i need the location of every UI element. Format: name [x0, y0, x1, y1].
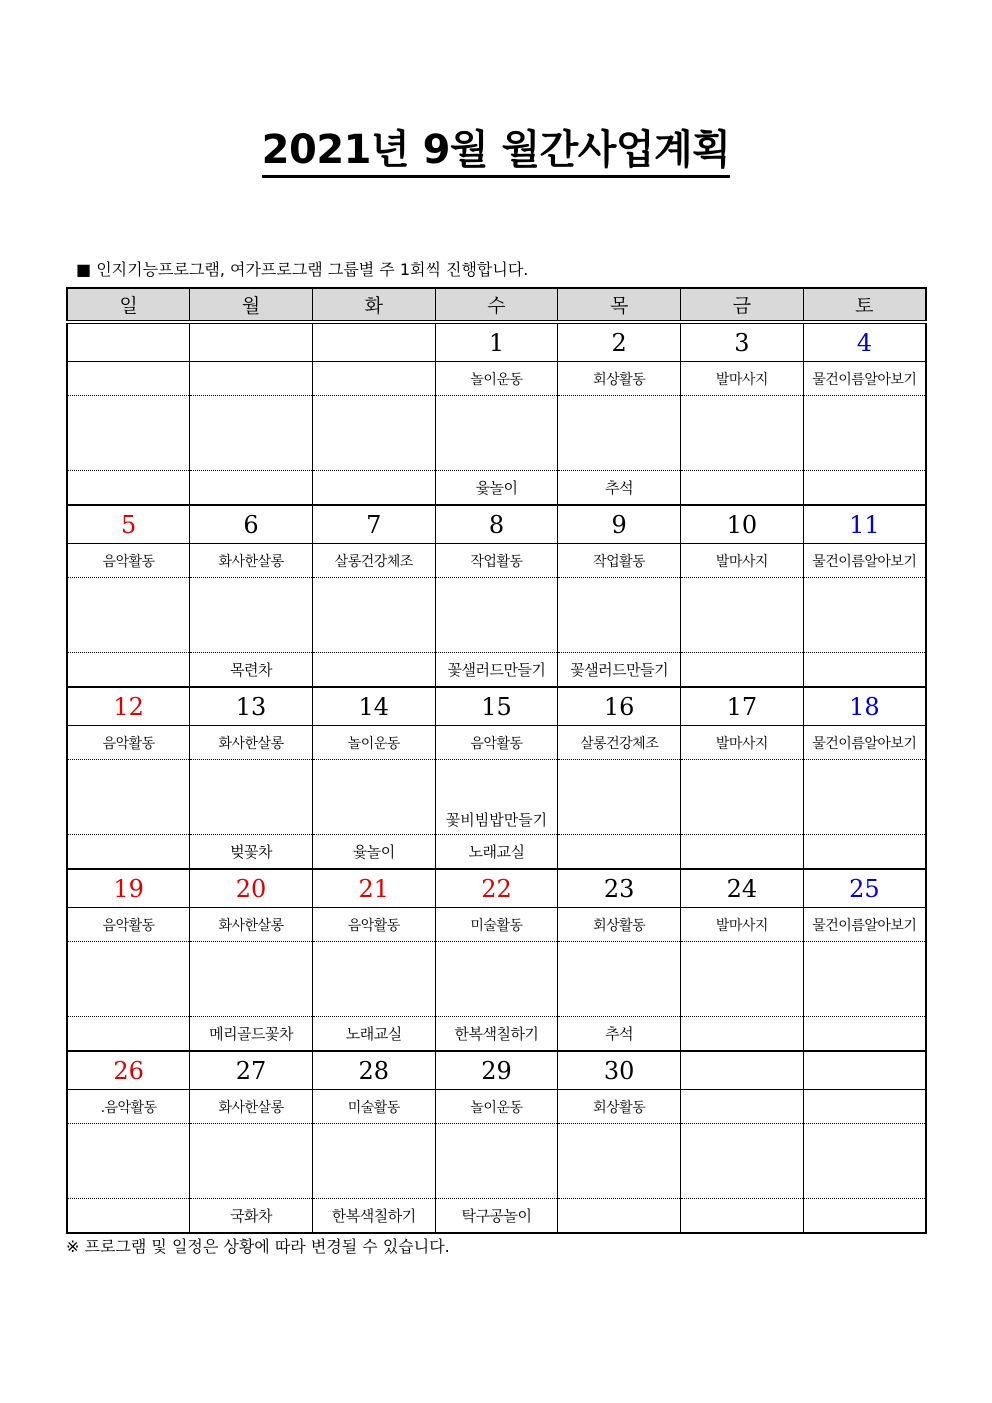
day-number: 28 [312, 1051, 435, 1090]
extra-activity-cell [67, 578, 190, 653]
activity-cell: 미술활동 [435, 908, 558, 942]
event-cell [67, 653, 190, 688]
event-cell [803, 653, 926, 688]
extra-activity-cell [803, 578, 926, 653]
page-title [0, 118, 992, 175]
activity-cell [67, 362, 190, 396]
activity-cell: 작업활동 [558, 544, 681, 578]
event-cell: 노래교실 [435, 835, 558, 870]
event-cell [67, 1199, 190, 1234]
extra-activity-cell [681, 1124, 804, 1199]
day-number: 16 [558, 687, 681, 726]
extra-activity-cell [190, 760, 313, 835]
extra-activity-cell [312, 760, 435, 835]
activity-cell: 물건이름알아보기 [803, 544, 926, 578]
activity-cell: 놀이운동 [435, 362, 558, 396]
extra-activity-cell [435, 578, 558, 653]
day-number: 11 [803, 505, 926, 544]
activity-cell [312, 362, 435, 396]
day-number: 21 [312, 869, 435, 908]
extra-activity-cell [312, 1124, 435, 1199]
day-number: 9 [558, 505, 681, 544]
day-number: 18 [803, 687, 926, 726]
activity-cell: 회상활동 [558, 362, 681, 396]
extra-activity-cell [190, 578, 313, 653]
activity-cell: 살롱건강체조 [312, 544, 435, 578]
week-4-num-row [67, 869, 926, 908]
activity-cell: .음악활동 [67, 1090, 190, 1124]
day-number: 19 [67, 869, 190, 908]
extra-activity-cell [681, 396, 804, 471]
extra-activity-cell: 꽃비빔밥만들기 [435, 760, 558, 835]
activity-cell: 화사한살롱 [190, 544, 313, 578]
event-cell: 탁구공놀이 [435, 1199, 558, 1234]
weekday-header: 월 [190, 288, 313, 322]
event-cell [803, 1199, 926, 1234]
extra-activity-cell [558, 396, 681, 471]
extra-activity-cell [803, 396, 926, 471]
week-4-evt-row [67, 1017, 926, 1052]
activity-cell: 미술활동 [312, 1090, 435, 1124]
weekday-header-row [67, 288, 926, 322]
activity-cell: 음악활동 [312, 908, 435, 942]
week-2-mid-row [67, 578, 926, 653]
week-1-act-row [67, 362, 926, 396]
activity-cell: 화사한살롱 [190, 1090, 313, 1124]
activity-cell: 발마사지 [681, 362, 804, 396]
day-number: 20 [190, 869, 313, 908]
extra-activity-cell [312, 396, 435, 471]
event-cell: 윷놀이 [435, 471, 558, 506]
day-number [681, 1051, 804, 1090]
event-cell [681, 471, 804, 506]
day-number: 10 [681, 505, 804, 544]
week-3-act-row [67, 726, 926, 760]
event-cell: 꽃샐러드만들기 [435, 653, 558, 688]
extra-activity-cell [190, 1124, 313, 1199]
week-1-evt-row [67, 471, 926, 506]
event-cell [558, 1199, 681, 1234]
extra-activity-cell [558, 1124, 681, 1199]
day-number: 3 [681, 322, 804, 362]
activity-cell [803, 1090, 926, 1124]
activity-cell: 발마사지 [681, 544, 804, 578]
activity-cell: 발마사지 [681, 908, 804, 942]
day-number: 12 [67, 687, 190, 726]
extra-activity-cell [67, 942, 190, 1017]
day-number: 6 [190, 505, 313, 544]
extra-activity-cell [803, 760, 926, 835]
event-cell: 한복색칠하기 [435, 1017, 558, 1052]
day-number: 29 [435, 1051, 558, 1090]
extra-activity-cell [312, 578, 435, 653]
week-1-mid-row [67, 396, 926, 471]
weekday-header: 화 [312, 288, 435, 322]
week-5-act-row [67, 1090, 926, 1124]
extra-activity-cell [558, 760, 681, 835]
event-cell [803, 471, 926, 506]
day-number [803, 1051, 926, 1090]
event-cell: 노래교실 [312, 1017, 435, 1052]
program-notice: ■ 인지기능프로그램, 여가프로그램 그룹별 주 1회씩 진행합니다. [76, 260, 529, 279]
event-cell: 국화차 [190, 1199, 313, 1234]
day-number: 5 [67, 505, 190, 544]
day-number: 25 [803, 869, 926, 908]
day-number: 4 [803, 322, 926, 362]
week-2-num-row [67, 505, 926, 544]
extra-activity-cell [681, 578, 804, 653]
event-cell: 벚꽃차 [190, 835, 313, 870]
activity-cell: 음악활동 [67, 726, 190, 760]
event-cell [803, 835, 926, 870]
activity-cell: 화사한살롱 [190, 726, 313, 760]
extra-activity-cell [435, 396, 558, 471]
activity-cell [190, 362, 313, 396]
day-number: 13 [190, 687, 313, 726]
event-cell: 꽃샐러드만들기 [558, 653, 681, 688]
extra-activity-cell [803, 1124, 926, 1199]
activity-cell: 물건이름알아보기 [803, 908, 926, 942]
weekday-header: 수 [435, 288, 558, 322]
weekday-header: 일 [67, 288, 190, 322]
activity-cell: 화사한살롱 [190, 908, 313, 942]
week-2-act-row [67, 544, 926, 578]
week-3-mid-row [67, 760, 926, 835]
activity-cell: 놀이운동 [312, 726, 435, 760]
day-number [190, 322, 313, 362]
week-3-num-row [67, 687, 926, 726]
day-number: 17 [681, 687, 804, 726]
activity-cell: 음악활동 [67, 908, 190, 942]
event-cell: 한복색칠하기 [312, 1199, 435, 1234]
extra-activity-cell [681, 760, 804, 835]
week-5-mid-row [67, 1124, 926, 1199]
event-cell [67, 471, 190, 506]
event-cell [803, 1017, 926, 1052]
day-number: 7 [312, 505, 435, 544]
extra-activity-cell [435, 942, 558, 1017]
extra-activity-cell [67, 396, 190, 471]
week-1-num-row [67, 322, 926, 362]
event-cell [67, 835, 190, 870]
schedule-footnote: ※ 프로그램 및 일정은 상황에 따라 변경될 수 있습니다. [66, 1237, 450, 1256]
day-number: 8 [435, 505, 558, 544]
weekday-header: 토 [803, 288, 926, 322]
day-number [312, 322, 435, 362]
activity-cell: 물건이름알아보기 [803, 726, 926, 760]
extra-activity-cell [558, 578, 681, 653]
event-cell [681, 835, 804, 870]
week-2-evt-row [67, 653, 926, 688]
extra-activity-cell [681, 942, 804, 1017]
day-number: 2 [558, 322, 681, 362]
activity-cell: 음악활동 [435, 726, 558, 760]
week-4-mid-row [67, 942, 926, 1017]
activity-cell: 살롱건강체조 [558, 726, 681, 760]
event-cell [190, 471, 313, 506]
day-number: 23 [558, 869, 681, 908]
activity-cell: 음악활동 [67, 544, 190, 578]
activity-cell: 물건이름알아보기 [803, 362, 926, 396]
activity-cell: 회상활동 [558, 908, 681, 942]
week-3-evt-row [67, 835, 926, 870]
event-cell: 추석 [558, 471, 681, 506]
day-number: 26 [67, 1051, 190, 1090]
day-number: 14 [312, 687, 435, 726]
event-cell: 메리골드꽃차 [190, 1017, 313, 1052]
activity-cell: 회상활동 [558, 1090, 681, 1124]
activity-cell: 발마사지 [681, 726, 804, 760]
event-cell: 추석 [558, 1017, 681, 1052]
extra-activity-cell [67, 1124, 190, 1199]
day-number: 30 [558, 1051, 681, 1090]
event-cell [312, 471, 435, 506]
week-5-evt-row [67, 1199, 926, 1234]
extra-activity-cell [190, 396, 313, 471]
week-4-act-row [67, 908, 926, 942]
weekday-header: 금 [681, 288, 804, 322]
day-number [67, 322, 190, 362]
event-cell [681, 1199, 804, 1234]
day-number: 24 [681, 869, 804, 908]
monthly-calendar [66, 287, 927, 1234]
extra-activity-cell [312, 942, 435, 1017]
event-cell: 윷놀이 [312, 835, 435, 870]
event-cell [67, 1017, 190, 1052]
week-5-num-row [67, 1051, 926, 1090]
activity-cell: 놀이운동 [435, 1090, 558, 1124]
day-number: 1 [435, 322, 558, 362]
day-number: 22 [435, 869, 558, 908]
day-number: 15 [435, 687, 558, 726]
event-cell [681, 653, 804, 688]
activity-cell: 작업활동 [435, 544, 558, 578]
weekday-header: 목 [558, 288, 681, 322]
event-cell [681, 1017, 804, 1052]
extra-activity-cell [803, 942, 926, 1017]
page-title-text: 2021년 9월 월간사업계획 [262, 127, 731, 178]
extra-activity-cell [558, 942, 681, 1017]
event-cell: 목련차 [190, 653, 313, 688]
extra-activity-cell [435, 1124, 558, 1199]
day-number: 27 [190, 1051, 313, 1090]
event-cell [312, 653, 435, 688]
event-cell [558, 835, 681, 870]
extra-activity-cell [190, 942, 313, 1017]
activity-cell [681, 1090, 804, 1124]
extra-activity-cell [67, 760, 190, 835]
